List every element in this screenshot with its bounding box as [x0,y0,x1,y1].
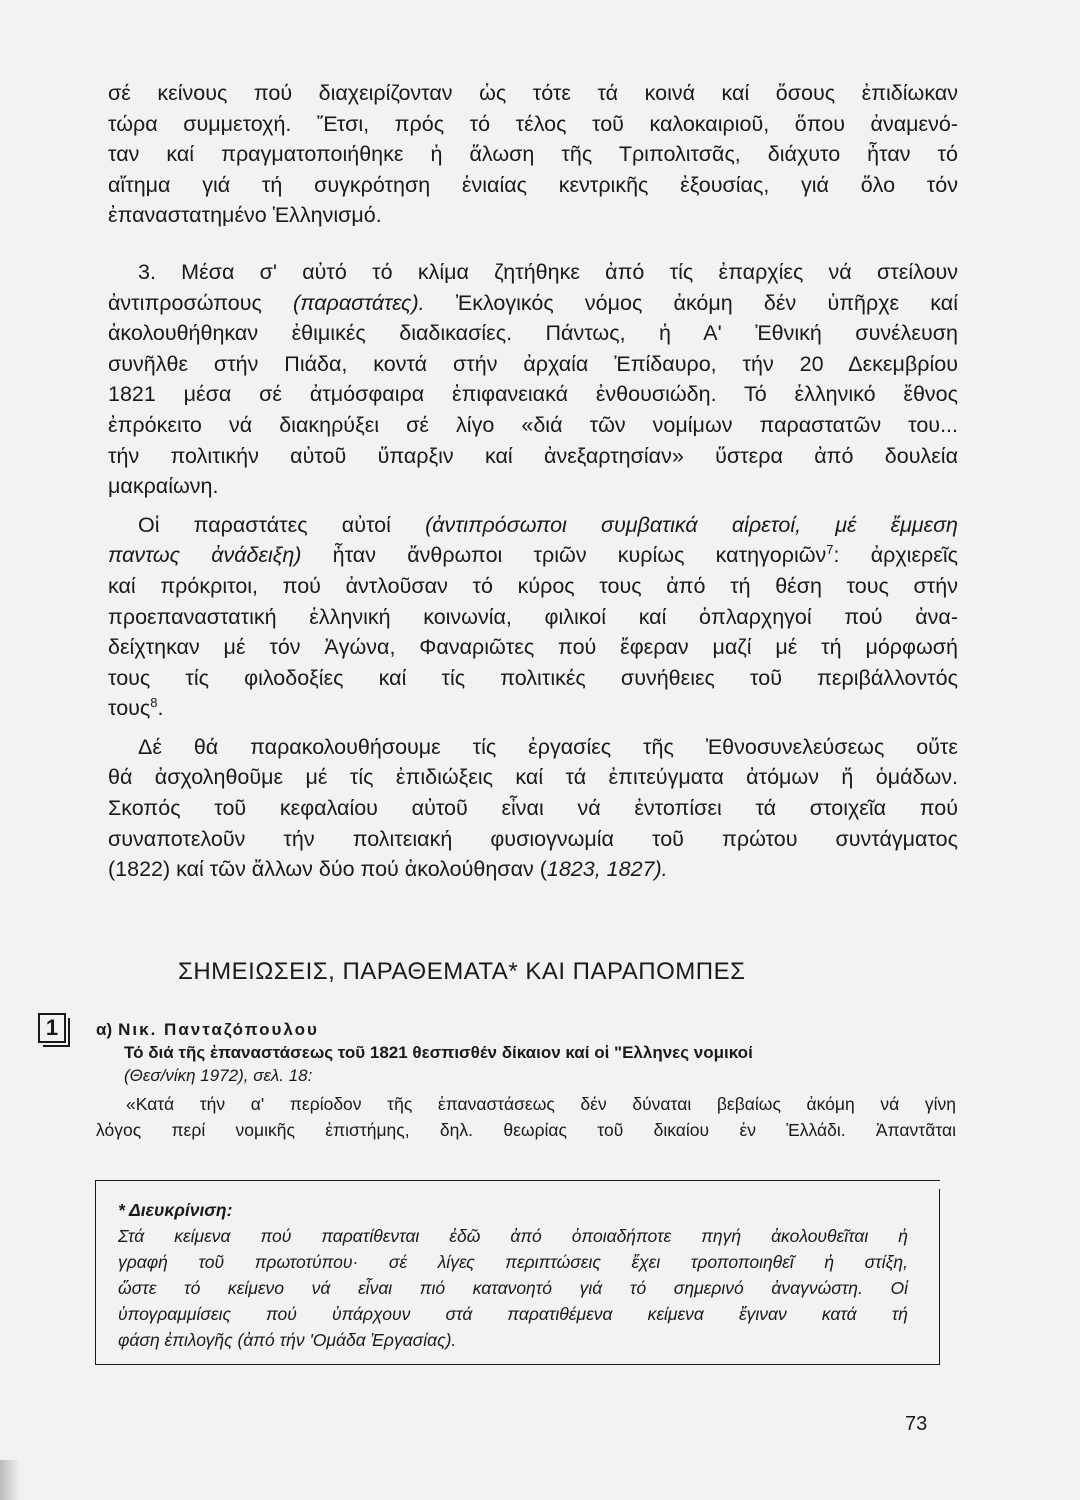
note-line: γραφή τοῦ πρωτοτύπου· σέ λίγες περιπτώσεις ἔχει τροποποιηθεῖ ἡ στίξη, [118,1252,908,1272]
reference-number-box: 1 [38,1013,66,1043]
text-line: 1821 μέσα σέ ἀτμόσφαιρα ἐπιφανειακά ἐνθουσιώδη. Τό ἑλληνικό ἔθνος [108,382,958,407]
paragraph-3 [108,510,958,724]
text-line: τους$^8$. [108,695,164,721]
reference-entry [96,1018,956,1143]
text-line: συναποτελοῦν τήν πολιτειακή φυσιογνωμία τοῦ πρώτου συντάγματος [108,826,958,851]
paragraph-1 [108,78,958,231]
text-line: καί πρόκριτοι, πού ἀντλοῦσαν τό κύρος τους ἀπό τή θέση τους στήν [108,573,958,598]
note-line: ὑπογραμμίσεις πού ὑπάρχουν στά παρατιθέμενα κείμενα ἔγιναν κατά τή [118,1304,908,1324]
text-line: συνῆλθε στήν Πιάδα, κοντά στήν ἀρχαία Ἐπίδαυρο, τήν 20 Δεκεμβρίου [108,351,958,376]
quote-line: λόγος περί νομικῆς ἐπιστήμης, δηλ. θεωρίας τοῦ δικαίου ἐν Ἑλλάδι. Ἀπαντᾶται [96,1120,956,1140]
text-line: αἴτημα γιά τή συγκρότηση ἑνιαίας κεντρικῆς ἐξουσίας, γιά ὅλο τόν [108,172,958,197]
note-line: Στά κείμενα πού παρατίθενται ἐδῶ ἀπό ὁποιαδήποτε πηγή ἀκολουθεῖται ἡ [118,1226,908,1246]
reference-author: α) Νικ. Πανταζόπουλου [96,1020,319,1039]
page-edge-shadow [0,1460,20,1500]
text-line: (1822) καί τῶν ἄλλων δύο πού ἀκολούθησαν (1823, 1827). [108,857,668,882]
text-line: ἐπαναστατημένο Ἑλληνισμό. [108,203,382,228]
paragraph-4 [108,732,958,885]
text-line: θά ἀσχοληθοῦμε μέ τίς ἐπιδιώξεις καί τά ἐπιτεύγματα ἀτόμων ἤ ὁμάδων. [108,765,958,790]
text-line: παντως ἀνάδειξη) ἦταν ἄνθρωποι τριῶν κυρίως κατηγοριῶν$^7$: ἀρχιερεῖς [108,542,958,568]
section-heading: ΣΗΜΕΙΩΣΕΙΣ, ΠΑΡΑΘΕΜΑΤΑ* ΚΑΙ ΠΑΡΑΠΟΜΠΕΣ [178,958,746,985]
text-line: ἐπρόκειτο νά διακηρύξει σέ λίγο «διά τῶν νομίμων παραστατῶν του... [108,412,958,437]
text-line: δείχτηκαν μέ τόν Ἀγώνα, Φαναριῶτες πού ἔφεραν μαζί μέ τή μόρφωσή [108,635,958,660]
text-line: Σκοπός τοῦ κεφαλαίου αὐτοῦ εἶναι νά ἐντοπίσει τά στοιχεῖα πού [108,796,958,821]
text-line: τους τίς φιλοδοξίες καί τίς πολιτικές συνήθειες τοῦ περιβάλλοντός [108,665,958,690]
text-line: ταν καί πραγματοποιήθηκε ἡ ἅλωση τῆς Τριπολιτσᾶς, διάχυτο ἦταν τό [108,142,958,167]
note-line: ὥστε τό κείμενο νά εἶναι πιό κατανοητό γιά τό σημερινό ἀναγνώστη. Οἱ [118,1278,908,1298]
text-line: μακραίωνη. [108,474,219,499]
text-line: Οἱ παραστάτες αὐτοί (ἀντιπρόσωποι συμβατικά αἱρετοί, μέ ἔμμεση [138,512,958,537]
note-line: φάση ἐπιλογῆς (ἀπό τήν 'Ομάδα Ἐργασίας). [118,1330,457,1350]
paragraph-2 [108,257,958,502]
footnote-ref: 7 [826,542,834,558]
clarification-box [95,1180,940,1365]
quote-line: «Κατά τήν α' περίοδον τῆς ἐπαναστάσεως δέν δύναται βεβαίως ἀκόμη νά γίνη [126,1094,956,1114]
text-line: Δέ θά παρακολουθήσουμε τίς ἐργασίες τῆς Ἐθνοσυνελεύσεως οὔτε [138,734,958,759]
page-number: 73 [905,1413,928,1435]
footnote-ref: 8 [150,695,158,711]
text-line: προεπαναστατική ἑλληνική κοινωνία, φιλικοί καί ὁπλαρχηγοί πού ἀνα- [108,604,958,629]
text-line: τήν πολιτικήν αὐτοῦ ὕπαρξιν καί ἀνεξαρτησίαν» ὕστερα ἀπό δουλεία [108,443,958,468]
clarification-title: * Διευκρίνιση: [118,1200,233,1220]
text-line: ἀκολουθήθηκαν ἐθιμικές διαδικασίες. Πάντως, ἡ Α' Ἐθνική συνέλευση [108,321,958,346]
reference-title: Τό διά τῆς ἐπαναστάσεως τοῦ 1821 θεσπισθέν δίκαιον καί οἱ "Ελληνες νομικοί [124,1043,753,1062]
reference-source: (Θεσ/νίκη 1972), σελ. 18: [124,1066,313,1085]
text-line: 3. Μέσα σ' αὐτό τό κλίμα ζητήθηκε ἀπό τίς ἐπαρχίες νά στείλουν [138,259,958,284]
text-line: σέ κείνους πού διαχειρίζονταν ὡς τότε τά κοινά καί ὅσους ἐπιδίωκαν [108,81,958,105]
text-line: τώρα συμμετοχή. Ἔτσι, πρός τό τέλος τοῦ καλοκαιριοῦ, ὅπου ἀναμενό- [108,111,958,136]
reference-quote [96,1091,956,1143]
main-text [108,78,958,885]
clarification-text [118,1197,908,1353]
text-line: ἀντιπροσώπους (παραστάτες). Ἐκλογικός νόμος ἀκόμη δέν ὑπῆρχε καί [108,290,958,315]
